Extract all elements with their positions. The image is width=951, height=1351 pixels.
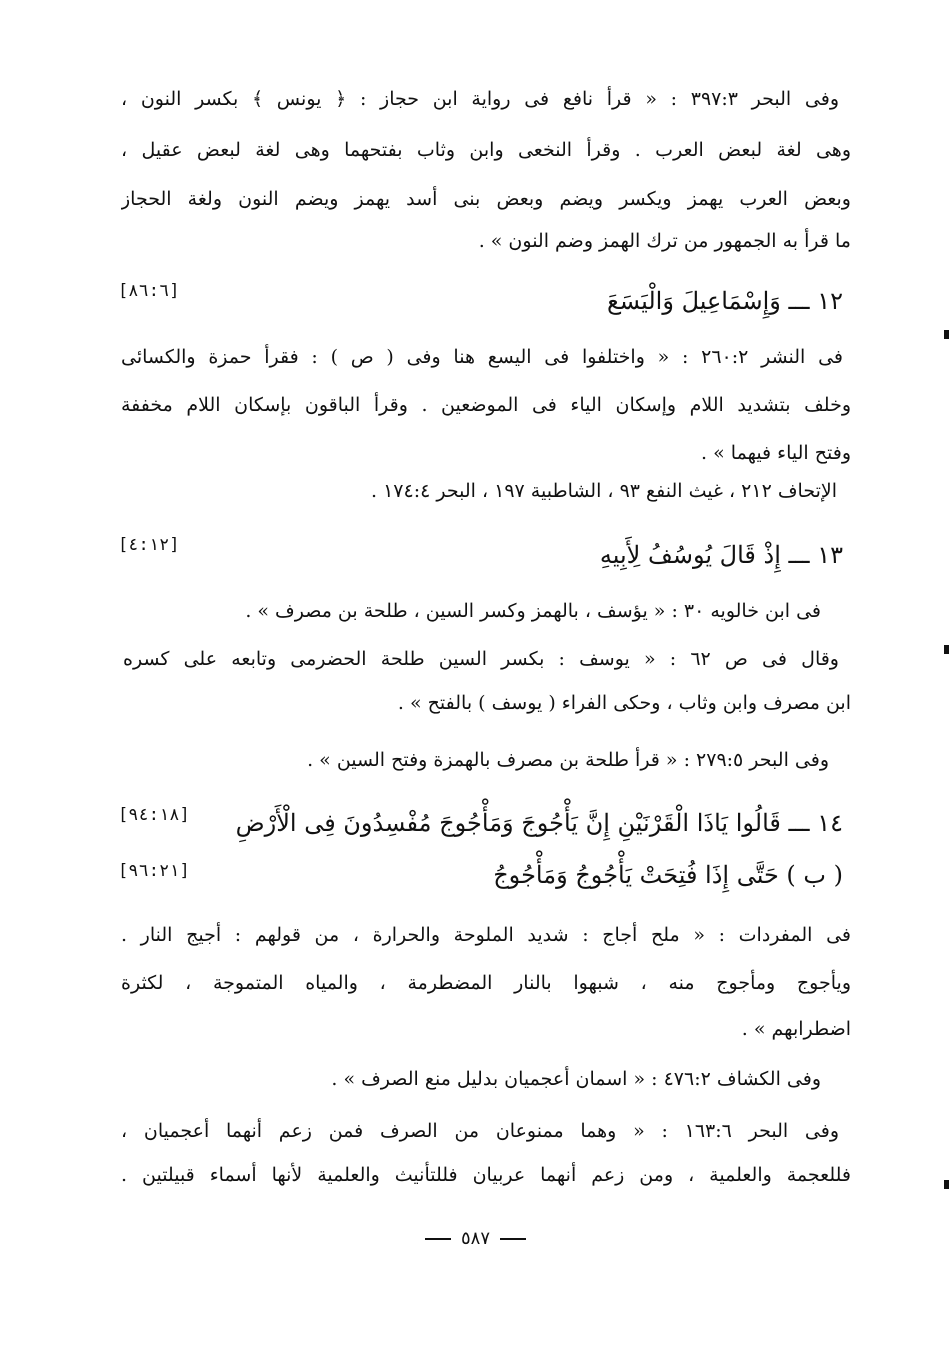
text-line: وفى البحر ١٦٣:٦ : « وهما ممنوعان من الصرف فمن زعم أنهما أعجميان ، bbox=[121, 1120, 839, 1142]
text-line: وفى البحر ٣٩٧:٣ : « قرأ نافع فى رواية ابن حجاز : ﴿ يونس ﴾ بكسر النون ، bbox=[121, 88, 839, 110]
verse-reference: [٩٤:١٨] bbox=[118, 805, 190, 825]
margin-mark bbox=[944, 330, 949, 339]
text-line: الإتحاف ٢١٢ ، غيث النفع ٩٣ ، الشاطبية ١٩٧ ، البحر ١٧٤:٤ . bbox=[370, 480, 837, 502]
text-line: ابن مصرف وابن وثاب ، وحكى الفراء ( يوسف ) بالفتح » . bbox=[397, 692, 851, 714]
text-line: وفتح الياء فيهما » . bbox=[701, 442, 851, 464]
text-line: اضطرابهم » . bbox=[741, 1018, 851, 1040]
text-line: وهى لغة لبعض العرب . وقرأ النخعى وابن وثاب بفتحهما وهى لغة لبعض عقيل ، bbox=[121, 139, 851, 161]
verse-reference: [٤:١٢] bbox=[118, 535, 180, 555]
verse-heading: ١٢ ـــ وَإِسْمَاعِيلَ وَالْيَسَعَ bbox=[606, 287, 843, 315]
text-line: ويأجوج ومأجوج منه ، شبهوا بالنار المضطرمة ، والمياه المتموجة ، لكثرة bbox=[121, 972, 851, 994]
margin-mark bbox=[944, 1180, 949, 1189]
text-line: فى المفردات : « ملح أجاج : شديد الملوحة والحرارة ، من قولهم : أجيج النار . bbox=[121, 924, 851, 946]
margin-mark bbox=[944, 645, 949, 654]
page-number: ٥٨٧ bbox=[0, 1228, 951, 1249]
text-line: فى ابن خالويه ٣٠ : « يؤسف ، بالهمز وكسر السين ، طلحة بن مصرف » . bbox=[245, 600, 821, 622]
verse-heading: ( ب ) حَتَّى إِذَا فُتِحَتْ يَأْجُوجُ وَمَأْجُوجُ bbox=[493, 861, 843, 889]
text-line: وخلف بتشديد اللام وإسكان الياء فى الموضعين . وقرأ الباقون بإسكان اللام مخففة bbox=[121, 394, 851, 416]
text-line: وفى البحر ٢٧٩:٥ : « قرأ طلحة بن مصرف بالهمزة وفتح السين » . bbox=[307, 749, 829, 771]
text-line: وفى الكشاف ٤٧٦:٢ : « اسمان أعجميان بدليل منع الصرف » . bbox=[331, 1068, 821, 1090]
verse-heading: ١٣ ـــ إِذْ قَالَ يُوسُفُ لِأَبِيهِ bbox=[599, 541, 843, 569]
text-line: فى النشر ٢٦٠:٢ : « واختلفوا فى اليسع هنا وفى ( ص ) : فقرأ حمزة والكسائى bbox=[121, 346, 843, 368]
text-line: ما قرأ به الجمهور من ترك الهمز وضم النون » . bbox=[478, 230, 851, 252]
verse-reference: [٩٦:٢١] bbox=[118, 861, 190, 881]
text-line: فللعجمة والعلمية ، ومن زعم أنهما عربيان فللتأنيث والعلمية لأنها أسماء قبيلتين . bbox=[121, 1164, 851, 1186]
text-line: وبعض العرب يهمز ويكسر ويضم وبعض بنى أسد يهمز ويضم النون ولغة الحجاز bbox=[121, 188, 851, 210]
text-line: وقال فى ص ٦٢ : « يوسف : بكسر السين طلحة الحضرمى وتابعه على كسره bbox=[123, 648, 839, 670]
verse-reference: [٨٦:٦] bbox=[118, 281, 180, 301]
verse-heading: ١٤ ـــ قَالُوا يَاذَا الْقَرْنَيْنِ إِنَّ يَأْجُوجَ وَمَأْجُوجَ مُفْسِدُونَ فِى الْأَرْضِ bbox=[235, 809, 843, 837]
